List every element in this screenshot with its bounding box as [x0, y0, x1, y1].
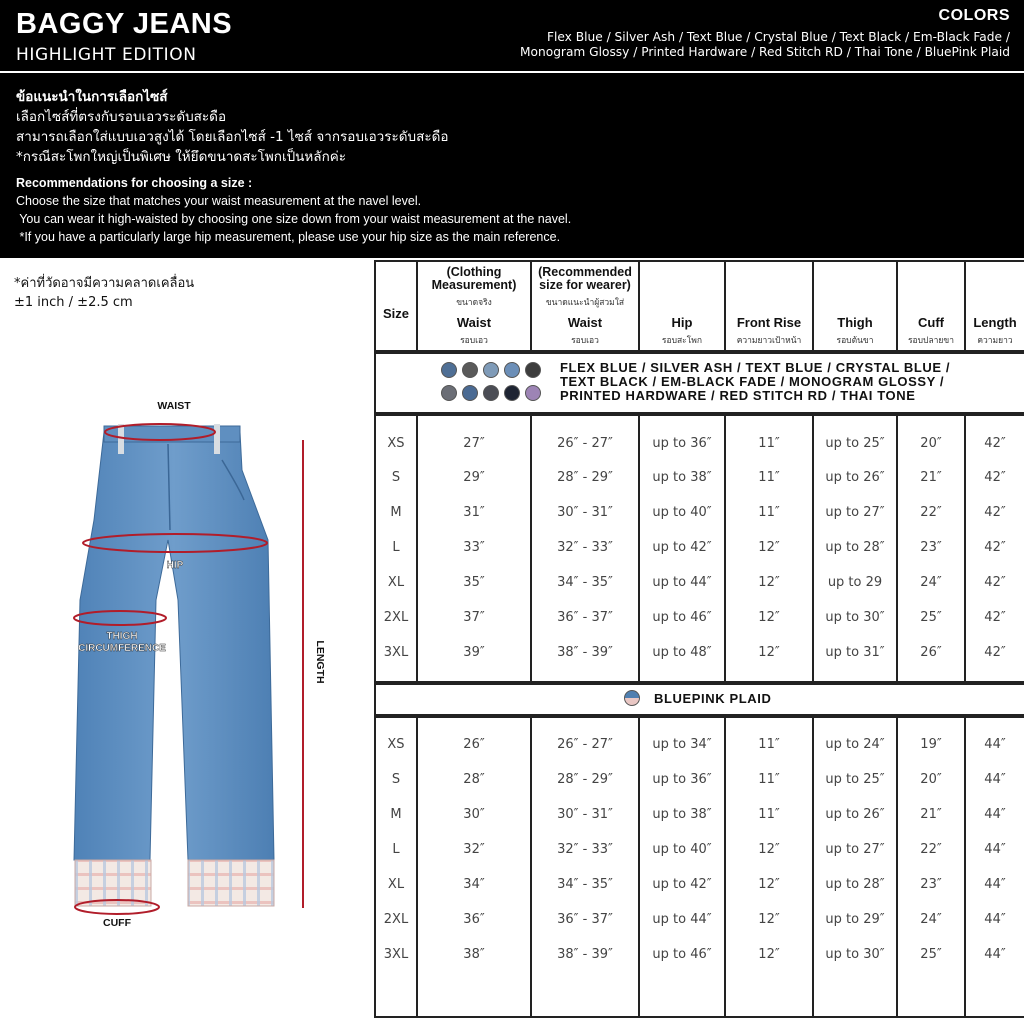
waist-label: WAIST: [157, 400, 191, 412]
table-cell: up to 34″: [652, 737, 712, 752]
colors-title: COLORS: [938, 7, 1010, 24]
table-cell: 44″: [984, 737, 1006, 752]
table-cell: 11″: [758, 772, 780, 787]
table-cell: up to 40″: [652, 842, 712, 857]
table-cell: 33″: [463, 540, 485, 555]
table-cell: 30″ - 31″: [557, 505, 613, 520]
table-rule: [374, 414, 1024, 416]
hip-label: HIP: [166, 560, 184, 571]
table-cell: up to 38″: [652, 470, 712, 485]
table-rule: [374, 683, 1024, 685]
table-cell: 42″: [984, 610, 1006, 625]
size-label: XL: [387, 877, 405, 892]
table-cell: up to 42″: [652, 540, 712, 555]
table-cell: 12″: [758, 877, 780, 892]
column-header-thai: รอบปลายขา: [907, 336, 954, 346]
column-header-thai: รอบเอว: [460, 336, 488, 346]
table-cell: 36″ - 37″: [557, 912, 613, 927]
table-cell: up to 30″: [825, 610, 885, 625]
column-header-thai: ความยาวเป้าหน้า: [736, 336, 802, 346]
english-recommendation-heading: Recommendations for choosing a size :: [16, 176, 253, 190]
right-cuff: [188, 860, 274, 906]
table-cell: 44″: [984, 772, 1006, 787]
table-cell: 23″: [920, 540, 942, 555]
color-swatch-icon: [504, 362, 520, 378]
table-cell: 44″: [984, 877, 1006, 892]
table-cell: 26″: [920, 645, 942, 660]
table-cell: 12″: [758, 610, 780, 625]
column-header-thai: รอบเอว: [571, 336, 599, 346]
size-label: 2XL: [383, 912, 409, 927]
colors-list-line: Monogram Glossy / Printed Hardware / Red Stitch RD / Thai Tone / BluePink Plaid: [520, 45, 1010, 59]
table-cell: 19″: [920, 737, 942, 752]
table-cell: up to 29″: [825, 912, 885, 927]
table-cell: 44″: [984, 807, 1006, 822]
table-cell: up to 31″: [825, 645, 885, 660]
column-rule: [416, 716, 418, 1016]
table-cell: 32″: [463, 842, 485, 857]
size-label: XS: [387, 737, 405, 752]
table-cell: 34″ - 35″: [557, 877, 613, 892]
column-header-thai: ความยาว: [977, 336, 1013, 346]
size-label: M: [390, 505, 402, 520]
size-label: 2XL: [383, 610, 409, 625]
thai-recommendation-line: *กรณีสะโพกใหญ่เป็นพิเศษ ให้ยึดขนาดสะโพกเป็นหลักค่ะ: [16, 149, 347, 165]
table-cell: 12″: [758, 842, 780, 857]
table-cell: 36″ - 37″: [557, 610, 613, 625]
table-cell: 20″: [920, 436, 942, 451]
thai-recommendation-line: เลือกไซส์ที่ตรงกับรอบเอวระดับสะดือ: [16, 109, 227, 125]
table-cell: 29″: [463, 470, 485, 485]
column-header-note-thai: ขนาดแนะนำผู้สวมใส่: [545, 298, 625, 308]
table-cell: 34″ - 35″: [557, 575, 613, 590]
thigh-label-line1: THIGH: [106, 631, 138, 642]
table-cell: 37″: [463, 610, 485, 625]
table-cell: 44″: [984, 842, 1006, 857]
size-label: S: [391, 772, 401, 787]
size-label: 3XL: [383, 947, 409, 962]
table-cell: up to 46″: [652, 610, 712, 625]
column-header-thai: รอบสะโพก: [661, 336, 703, 346]
column-rule: [964, 716, 966, 1016]
color-swatch-icon: [504, 385, 520, 401]
column-rule: [638, 716, 640, 1016]
column-header-waist: Waist: [567, 315, 603, 330]
table-cell: 30″ - 31″: [557, 807, 613, 822]
table-cell: 11″: [758, 436, 780, 451]
table-cell: 28″ - 29″: [557, 772, 613, 787]
colors-list-line: Flex Blue / Silver Ash / Text Blue / Crystal Blue / Text Black / Em-Black Fade /: [546, 30, 1010, 44]
color-swatch-icon: [483, 362, 499, 378]
table-cell: up to 44″: [652, 575, 712, 590]
color-swatch-icon: [441, 385, 457, 401]
table-cell: 26″ - 27″: [557, 436, 613, 451]
table-cell: up to 28″: [825, 540, 885, 555]
table-cell: up to 42″: [652, 877, 712, 892]
table-cell: 12″: [758, 575, 780, 590]
column-rule: [896, 716, 898, 1016]
table-cell: 26″ - 27″: [557, 737, 613, 752]
table-cell: 30″: [463, 807, 485, 822]
table-cell: up to 26″: [825, 470, 885, 485]
table-cell: 42″: [984, 645, 1006, 660]
table-cell: up to 27″: [825, 505, 885, 520]
table-cell: 11″: [758, 470, 780, 485]
table-cell: 42″: [984, 470, 1006, 485]
table-cell: 20″: [920, 772, 942, 787]
table-cell: 24″: [920, 912, 942, 927]
length-label: LENGTH: [314, 640, 326, 684]
thigh-label-line2: CIRCUMFERENCE: [78, 643, 166, 654]
divider: [0, 71, 1024, 73]
size-label: XS: [387, 436, 405, 451]
cuff-label: CUFF: [103, 917, 131, 929]
color-swatch-icon: [624, 690, 640, 706]
page-subtitle: HIGHLIGHT EDITION: [16, 45, 197, 65]
table-cell: 22″: [920, 842, 942, 857]
color-swatch-icon: [462, 385, 478, 401]
table-rule: [374, 716, 1024, 718]
column-header-note: (Clothing Measurement): [431, 265, 517, 292]
table-cell: 36″: [463, 912, 485, 927]
table-cell: 22″: [920, 505, 942, 520]
table-cell: 24″: [920, 575, 942, 590]
table-cell: 26″: [463, 737, 485, 752]
table-cell: 31″: [463, 505, 485, 520]
column-header-size: Size: [382, 306, 409, 321]
column-header-length: Length: [973, 315, 1017, 330]
table-cell: 38″ - 39″: [557, 947, 613, 962]
measurement-tolerance-note: [14, 274, 194, 312]
color-swatch-icon: [525, 385, 541, 401]
tolerance-range: ±1 inch / ±2.5 cm: [14, 295, 133, 310]
table-cell: 25″: [920, 947, 942, 962]
size-label: M: [390, 807, 402, 822]
tolerance-thai: *ค่าที่วัดอาจมีความคลาดเคลื่อน: [14, 276, 195, 291]
color-swatch-icon: [483, 385, 499, 401]
column-rule: [812, 716, 814, 1016]
table-cell: 42″: [984, 436, 1006, 451]
column-header-note-thai: ขนาดจริง: [456, 298, 492, 308]
size-label: 3XL: [383, 645, 409, 660]
table-rule: [374, 352, 1024, 354]
table-cell: 35″: [463, 575, 485, 590]
column-header-front-rise: Front Rise: [736, 315, 802, 330]
table-cell: 11″: [758, 505, 780, 520]
column-header-thai: รอบต้นขา: [836, 336, 874, 346]
size-chart-table: [374, 258, 1024, 1018]
size-label: XL: [387, 575, 405, 590]
thai-recommendation-heading: ข้อแนะนำในการเลือกไซส์: [16, 89, 168, 105]
table-cell: 21″: [920, 807, 942, 822]
table-cell: 12″: [758, 645, 780, 660]
table-cell: up to 46″: [652, 947, 712, 962]
size-label: L: [392, 540, 400, 555]
table-cell: 42″: [984, 505, 1006, 520]
english-recommendation-line: You can wear it high-waisted by choosing one size down from your waist measurement at the navel.: [16, 212, 572, 226]
table-cell: 11″: [758, 807, 780, 822]
table-cell: up to 24″: [825, 737, 885, 752]
table-cell: up to 36″: [652, 436, 712, 451]
jeans-measurement-diagram: [0, 380, 380, 940]
table-cell: 38″: [463, 947, 485, 962]
color-group-label: TEXT BLACK / EM-BLACK FADE / MONOGRAM GLOSSY /: [560, 374, 945, 389]
column-rule: [724, 716, 726, 1016]
table-cell: 44″: [984, 912, 1006, 927]
column-header-thigh: Thigh: [837, 315, 873, 330]
color-swatch-icon: [441, 362, 457, 378]
table-cell: 39″: [463, 645, 485, 660]
column-rule: [374, 260, 376, 1016]
table-cell: up to 25″: [825, 436, 885, 451]
table-cell: 21″: [920, 470, 942, 485]
table-cell: 34″: [463, 877, 485, 892]
column-rule: [530, 716, 532, 1016]
column-header-note: (Recommended size for wearer): [538, 265, 632, 292]
table-cell: 44″: [984, 947, 1006, 962]
english-recommendation-line: *If you have a particularly large hip measurement, please use your hip size as the main reference.: [16, 230, 561, 244]
table-cell: 27″: [463, 436, 485, 451]
table-cell: 23″: [920, 877, 942, 892]
table-cell: 42″: [984, 540, 1006, 555]
color-swatch-icon: [525, 362, 541, 378]
table-cell: 12″: [758, 947, 780, 962]
table-cell: 32″ - 33″: [557, 842, 613, 857]
column-header-waist: Waist: [456, 315, 492, 330]
column-header-cuff: Cuff: [918, 315, 944, 330]
table-cell: 25″: [920, 610, 942, 625]
table-cell: 28″ - 29″: [557, 470, 613, 485]
table-rule: [374, 260, 1024, 262]
table-cell: 32″ - 33″: [557, 540, 613, 555]
table-cell: up to 28″: [825, 877, 885, 892]
table-cell: up to 48″: [652, 645, 712, 660]
table-cell: 11″: [758, 737, 780, 752]
table-cell: 38″ - 39″: [557, 645, 613, 660]
color-group-label: BLUEPINK PLAID: [654, 691, 772, 706]
page-title: BAGGY JEANS: [16, 8, 233, 40]
table-cell: up to 44″: [652, 912, 712, 927]
table-rule: [374, 1016, 1024, 1018]
table-cell: 28″: [463, 772, 485, 787]
table-cell: 12″: [758, 540, 780, 555]
size-label: L: [392, 842, 400, 857]
english-recommendation-line: Choose the size that matches your waist measurement at the navel level.: [16, 194, 422, 208]
table-cell: 42″: [984, 575, 1006, 590]
size-label: S: [391, 470, 401, 485]
table-cell: up to 29: [827, 575, 883, 590]
table-cell: up to 26″: [825, 807, 885, 822]
color-group-label: PRINTED HARDWARE / RED STITCH RD / THAI TONE: [560, 388, 916, 403]
column-header-hip: Hip: [671, 315, 693, 330]
thai-recommendation-line: สามารถเลือกใส่แบบเอวสูงได้ โดยเลือกไซส์ -1 ไซส์ จากรอบเอวระดับสะดือ: [16, 129, 449, 145]
table-cell: up to 25″: [825, 772, 885, 787]
table-cell: up to 38″: [652, 807, 712, 822]
color-group-label: FLEX BLUE / SILVER ASH / TEXT BLUE / CRYSTAL BLUE /: [560, 360, 951, 375]
table-cell: 12″: [758, 912, 780, 927]
header-banner: [0, 0, 1024, 258]
table-cell: up to 36″: [652, 772, 712, 787]
table-cell: up to 27″: [825, 842, 885, 857]
color-swatch-icon: [462, 362, 478, 378]
table-cell: up to 30″: [825, 947, 885, 962]
table-cell: up to 40″: [652, 505, 712, 520]
